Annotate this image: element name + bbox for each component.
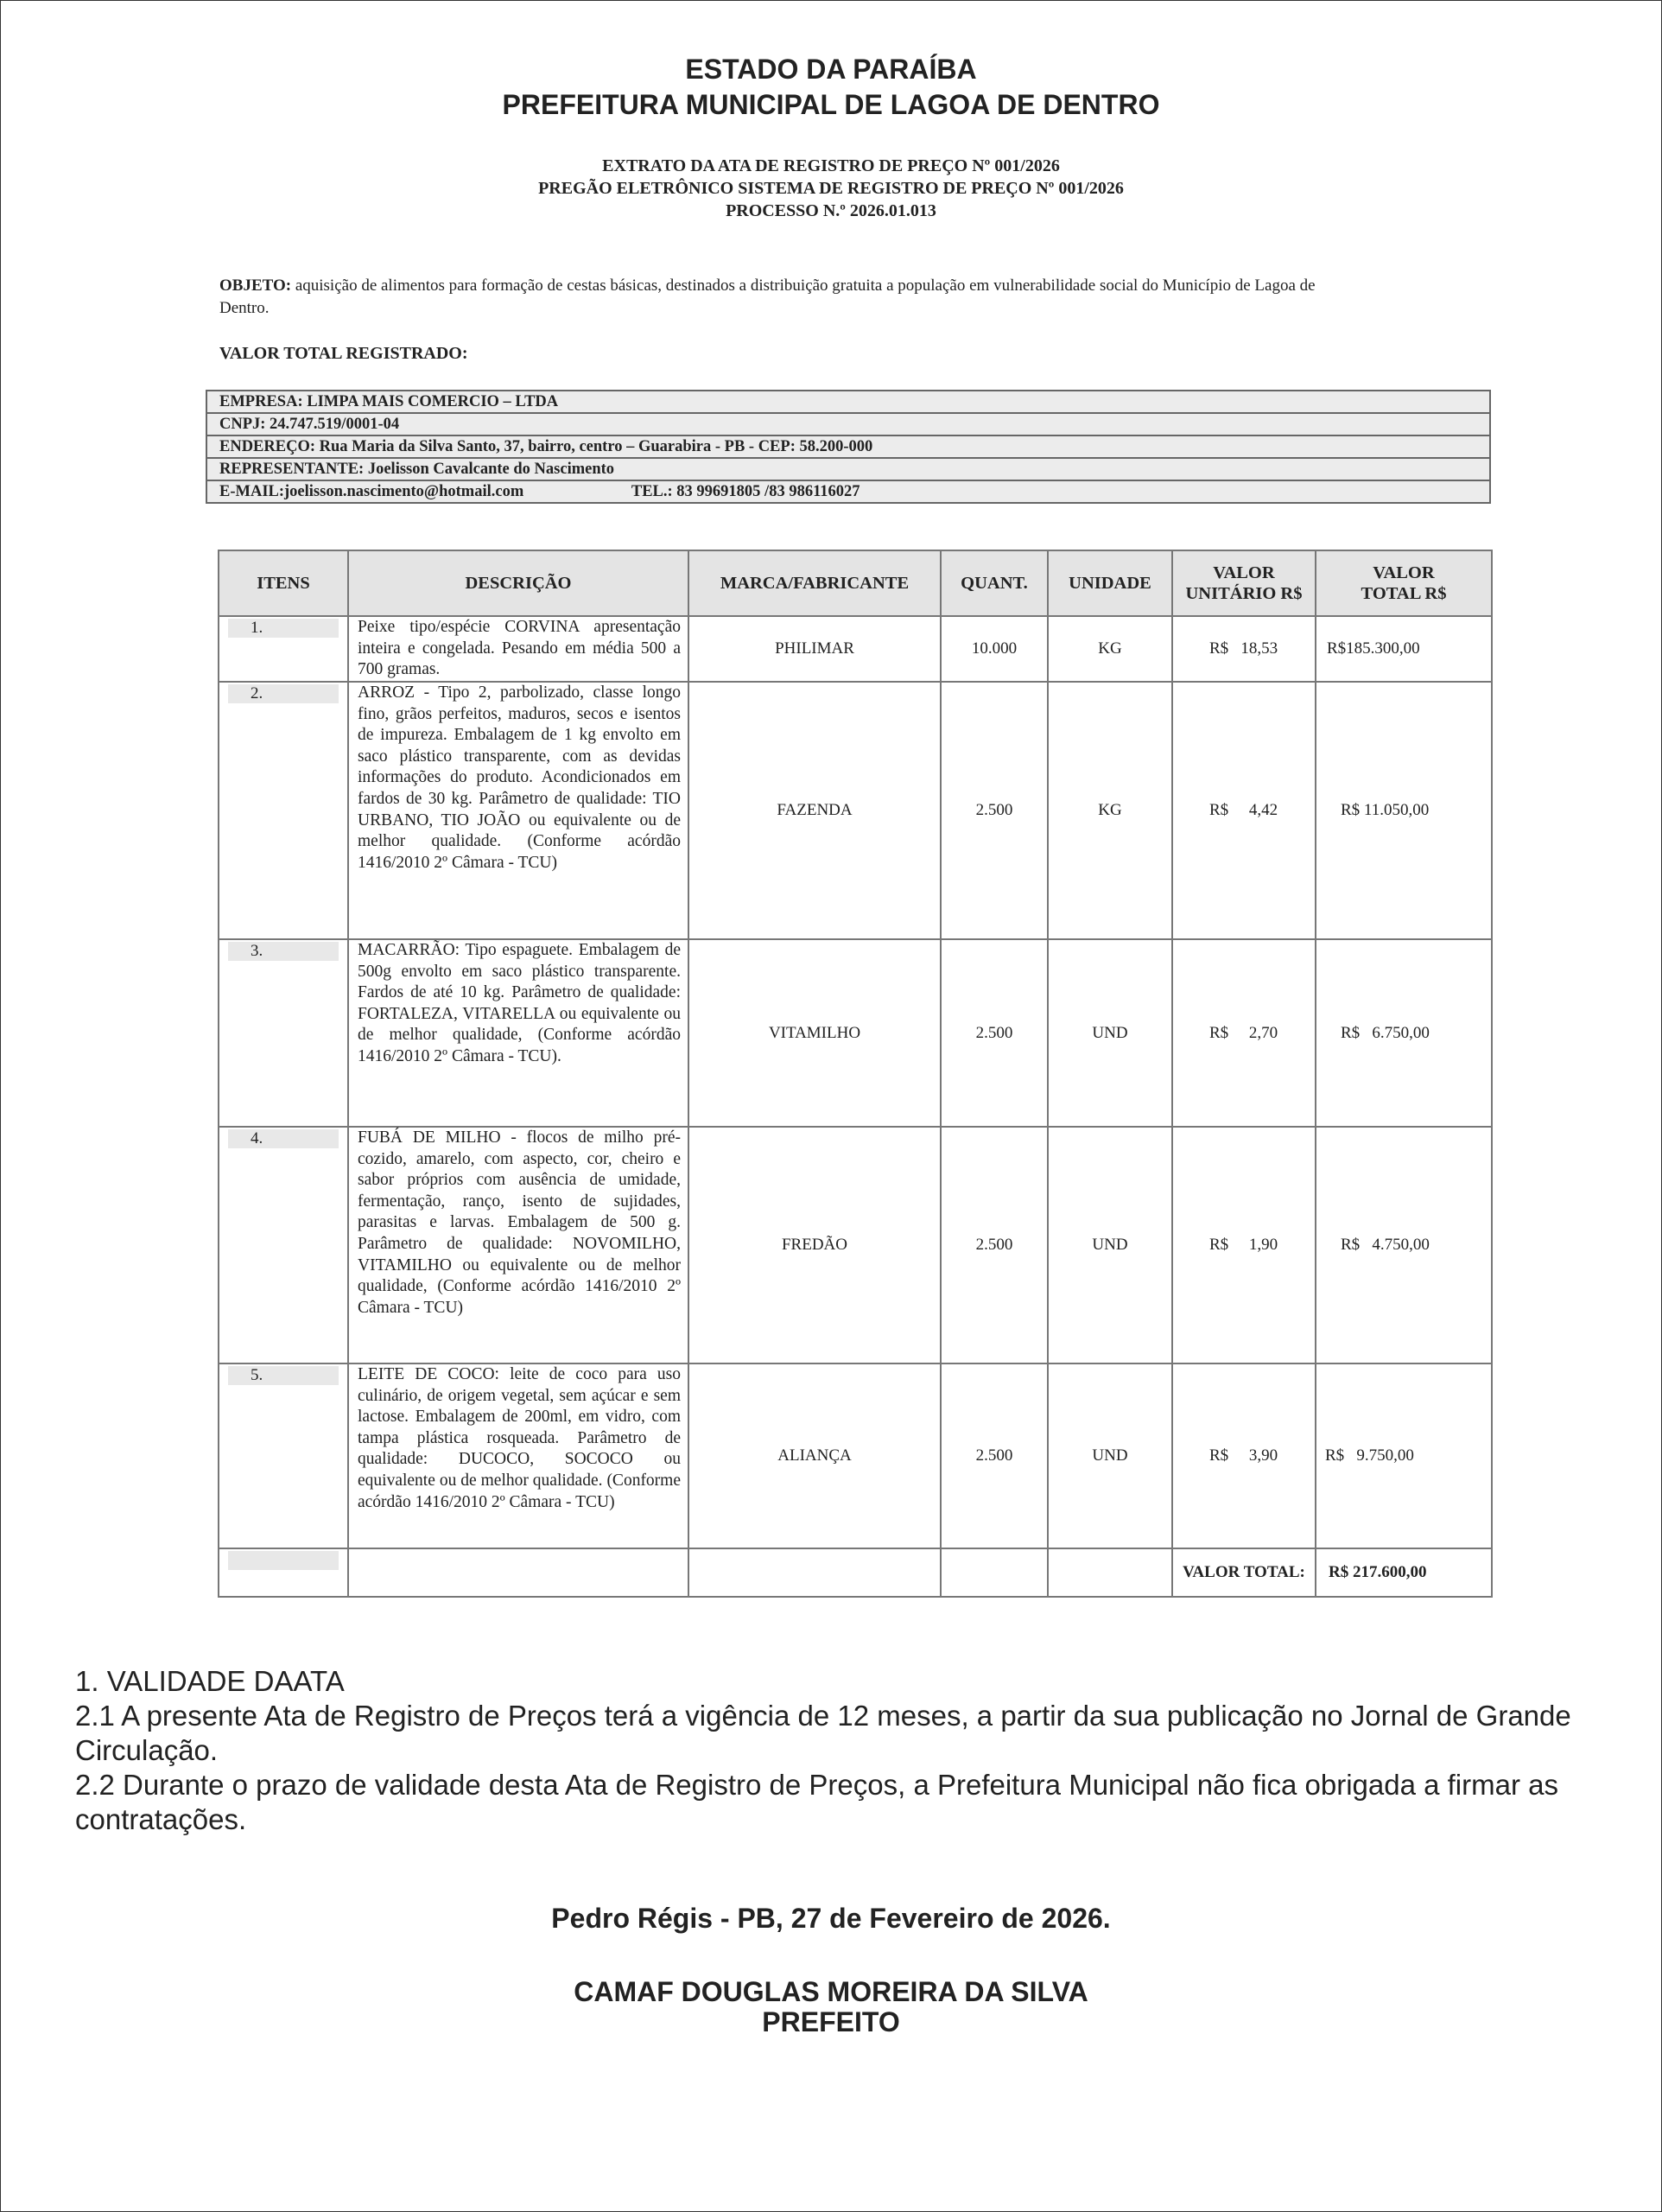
item-unit-price: R$ 3,90	[1172, 1363, 1316, 1548]
company-contact	[206, 480, 1490, 503]
table-row	[219, 939, 1492, 1127]
item-number: 5.	[228, 1366, 339, 1385]
item-number: 1.	[228, 619, 339, 638]
header-itens: ITENS	[219, 550, 348, 616]
objeto-label: OBJETO:	[219, 276, 292, 295]
item-total-price: R$ 9.750,00	[1316, 1363, 1492, 1548]
valor-total-registrado-label: VALOR TOTAL REGISTRADO:	[219, 344, 468, 363]
header-unidade: UNIDADE	[1048, 550, 1172, 616]
item-number: 4.	[228, 1129, 339, 1148]
company-name: EMPRESA: LIMPA MAIS COMERCIO – LTDA	[206, 391, 1490, 413]
header-valor-total: VALOR TOTAL R$	[1316, 550, 1492, 616]
item-quantity: 2.500	[941, 1127, 1048, 1363]
item-unit: KG	[1048, 616, 1172, 682]
item-quantity: 10.000	[941, 616, 1048, 682]
item-number: 2.	[228, 684, 339, 703]
objeto-text: aquisição de alimentos para formação de cestas básicas, destinados a distribuição gratuita a população em vulnerabilidade social do Município de Lagoa de Dentro.	[219, 276, 1316, 317]
processo-title: PROCESSO N.º 2026.01.013	[726, 201, 936, 220]
item-brand: ALIANÇA	[688, 1363, 941, 1548]
item-quantity: 2.500	[941, 939, 1048, 1127]
place-date: Pedro Régis - PB, 27 de Fevereiro de 2026.	[551, 1903, 1111, 1934]
table-row	[219, 682, 1492, 939]
item-unit: UND	[1048, 939, 1172, 1127]
header-quant: QUANT.	[941, 550, 1048, 616]
item-unit: UND	[1048, 1127, 1172, 1363]
item-unit-price: R$ 4,42	[1172, 682, 1316, 939]
validity-paragraph-1: 2.1 A presente Ata de Registro de Preços terá a vigência de 12 meses, a partir da sua publicação no Jornal de Grande Circulação.	[75, 1700, 1571, 1766]
header-descricao: DESCRIÇÃO	[348, 550, 688, 616]
objeto-paragraph	[219, 275, 1342, 320]
table-row	[219, 1363, 1492, 1548]
item-brand: PHILIMAR	[688, 616, 941, 682]
item-unit: UND	[1048, 1363, 1172, 1548]
extract-title: EXTRATO DA ATA DE REGISTRO DE PREÇO Nº 001/2026	[602, 156, 1060, 175]
item-description: ARROZ - Tipo 2, parbolizado, classe longo fino, grãos perfeitos, maduros, secos e isentos de impureza. Embalagem de 1 kg envolto em saco plástico transparente, com as devidas informações do produto. Acondicionados em fardos de 30 kg. Parâmetro de qualidade: TIO URBANO, TIO JOÃO ou equivalente ou de melhor qualidade. (Conforme acórdão 1416/2010 2º Câmara - TCU)	[348, 682, 688, 939]
item-total-price: R$ 4.750,00	[1316, 1127, 1492, 1363]
municipality-title: PREFEITURA MUNICIPAL DE LAGOA DE DENTRO	[502, 89, 1160, 120]
item-description: FUBÁ DE MILHO - flocos de milho pré-cozido, amarelo, com aspecto, cor, cheiro e sabor próprios com ausência de umidade, fermentação, ranço, isento de sujidades, parasitas e larvas. Embalagem de 500 g. Parâmetro de qualidade: NOVOMILHO, VITAMILHO ou equivalente ou de melhor qualidade, (Conforme acórdão 1416/2010 2º Câmara - TCU)	[348, 1127, 688, 1363]
table-row	[219, 1127, 1492, 1363]
empty-item-cell	[228, 1551, 339, 1570]
company-cnpj: CNPJ: 24.747.519/0001-04	[206, 413, 1490, 435]
item-brand: FAZENDA	[688, 682, 941, 939]
items-table	[218, 550, 1493, 1598]
validity-paragraph-2: 2.2 Durante o prazo de validade desta Ata de Registro de Preços, a Prefeitura Municipal não fica obrigada a firmar as contratações.	[75, 1769, 1558, 1835]
item-brand: VITAMILHO	[688, 939, 941, 1127]
item-unit-price: R$ 18,53	[1172, 616, 1316, 682]
item-total-price: R$ 6.750,00	[1316, 939, 1492, 1127]
total-value: R$ 217.600,00	[1316, 1548, 1492, 1597]
company-phone: TEL.: 83 99691805 /83 986116027	[631, 482, 860, 500]
signatory-role: PREFEITO	[762, 2006, 900, 2037]
item-unit-price: R$ 2,70	[1172, 939, 1316, 1127]
item-number: 3.	[228, 942, 339, 961]
state-title: ESTADO DA PARAÍBA	[685, 54, 977, 85]
item-total-price: R$ 11.050,00	[1316, 682, 1492, 939]
item-quantity: 2.500	[941, 682, 1048, 939]
item-unit: KG	[1048, 682, 1172, 939]
table-header-row	[219, 550, 1492, 616]
signatory-name: CAMAF DOUGLAS MOREIRA DA SILVA	[574, 1976, 1088, 2007]
company-info-table	[206, 390, 1491, 504]
company-representative: REPRESENTANTE: Joelisson Cavalcante do Nascimento	[206, 458, 1490, 480]
total-label: VALOR TOTAL:	[1172, 1548, 1316, 1597]
table-row	[219, 616, 1492, 682]
item-brand: FREDÃO	[688, 1127, 941, 1363]
company-address: ENDEREÇO: Rua Maria da Silva Santo, 37, bairro, centro – Guarabira - PB - CEP: 58.200-000	[206, 435, 1490, 458]
item-description: MACARRÃO: Tipo espaguete. Embalagem de 500g envolto em saco plástico transparente. Fardos de até 10 kg. Parâmetro de qualidade: FORTALEZA, VITARELLA ou equivalente ou de melhor qualidade, (Conforme acórdão 1416/2010 2º Câmara - TCU).	[348, 939, 688, 1127]
table-total-row	[219, 1548, 1492, 1597]
item-quantity: 2.500	[941, 1363, 1048, 1548]
header-valor-unitario: VALOR UNITÁRIO R$	[1172, 550, 1316, 616]
header-marca: MARCA/FABRICANTE	[688, 550, 941, 616]
item-description: Peixe tipo/espécie CORVINA apresentação inteira e congelada. Pesando em média 500 a 700 gramas.	[348, 616, 688, 682]
validity-heading: 1. VALIDADE DAATA	[75, 1665, 345, 1697]
pregao-title: PREGÃO ELETRÔNICO SISTEMA DE REGISTRO DE PREÇO Nº 001/2026	[538, 179, 1124, 198]
company-email: E-MAIL:joelisson.nascimento@hotmail.com	[219, 482, 524, 500]
item-unit-price: R$ 1,90	[1172, 1127, 1316, 1363]
item-description: LEITE DE COCO: leite de coco para uso culinário, de origem vegetal, sem açúcar e sem lactose. Embalagem de 200ml, em vidro, com tampa plástica rosqueada. Parâmetro de qualidade: DUCOCO, SOCOCO ou equivalente ou de melhor qualidade. (Conforme acórdão 1416/2010 2º Câmara - TCU)	[348, 1363, 688, 1548]
item-total-price: R$185.300,00	[1316, 616, 1492, 682]
